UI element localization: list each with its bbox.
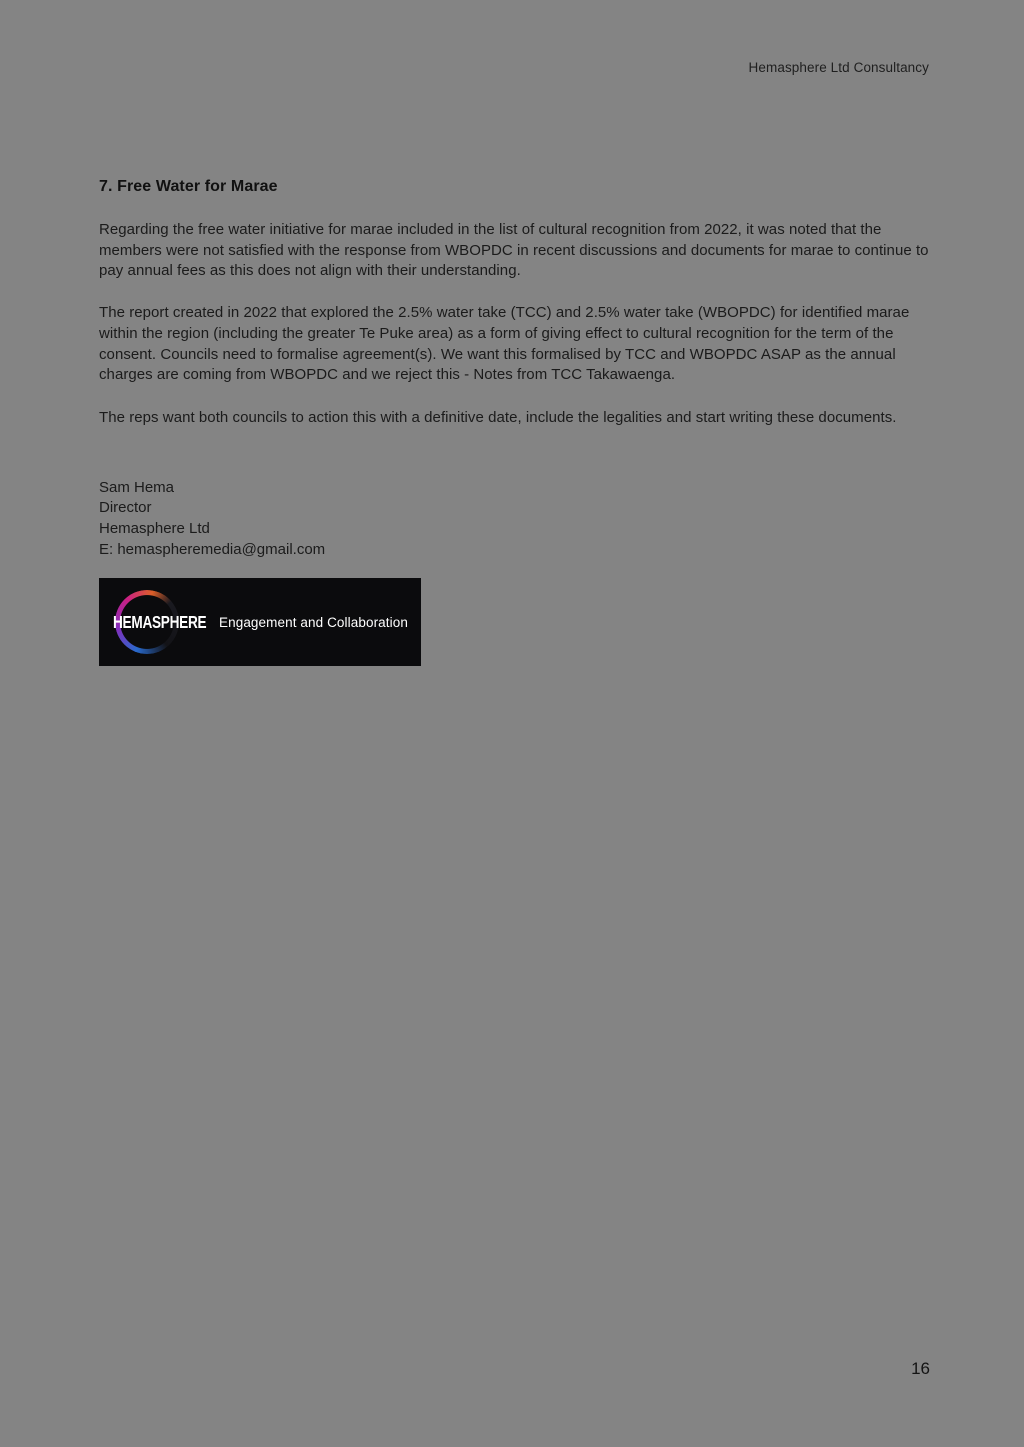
page-number: 16	[911, 1359, 930, 1378]
logo-tagline: Engagement and Collaboration	[219, 614, 408, 630]
section-heading: 7. Free Water for Marae	[99, 178, 278, 195]
signature-block	[99, 478, 931, 561]
document-body	[99, 178, 931, 666]
signature-title: Director	[99, 499, 152, 517]
hemasphere-logo-card	[99, 578, 421, 666]
signature-name: Sam Hema	[99, 478, 175, 496]
logo-wordmark: HEMASPHERE	[113, 614, 207, 634]
signature-company: Hemasphere Ltd	[99, 520, 210, 538]
paragraph-2: The report created in 2022 that explored the 2.5% water take (TCC) and 2.5% water take (WBOPDC) for identified marae within the region (including the greater Te Puke area) as a form of giving effect to cultural recognition for the term of the consent. Councils need to formalise agreement(s). We want this formalised by TCC and WBOPDC ASAP as the annual charges are coming from WBOPDC and we reject this - Notes from TCC Takawaenga.	[99, 304, 910, 384]
paragraph-1: Regarding the free water initiative for marae included in the list of cultural recognition from 2022, it was noted that the members were not satisfied with the response from WBOPDC in recent discussions and documents for marae to continue to pay annual fees as this does not align with their understanding.	[99, 221, 929, 280]
hemasphere-logo-mark	[99, 578, 209, 666]
page-header-text: Hemasphere Ltd Consultancy	[748, 60, 929, 75]
signature-email: E: hemaspheremedia@gmail.com	[99, 540, 326, 558]
paragraph-3: The reps want both councils to action this with a definitive date, include the legalities and start writing these documents.	[99, 408, 897, 426]
